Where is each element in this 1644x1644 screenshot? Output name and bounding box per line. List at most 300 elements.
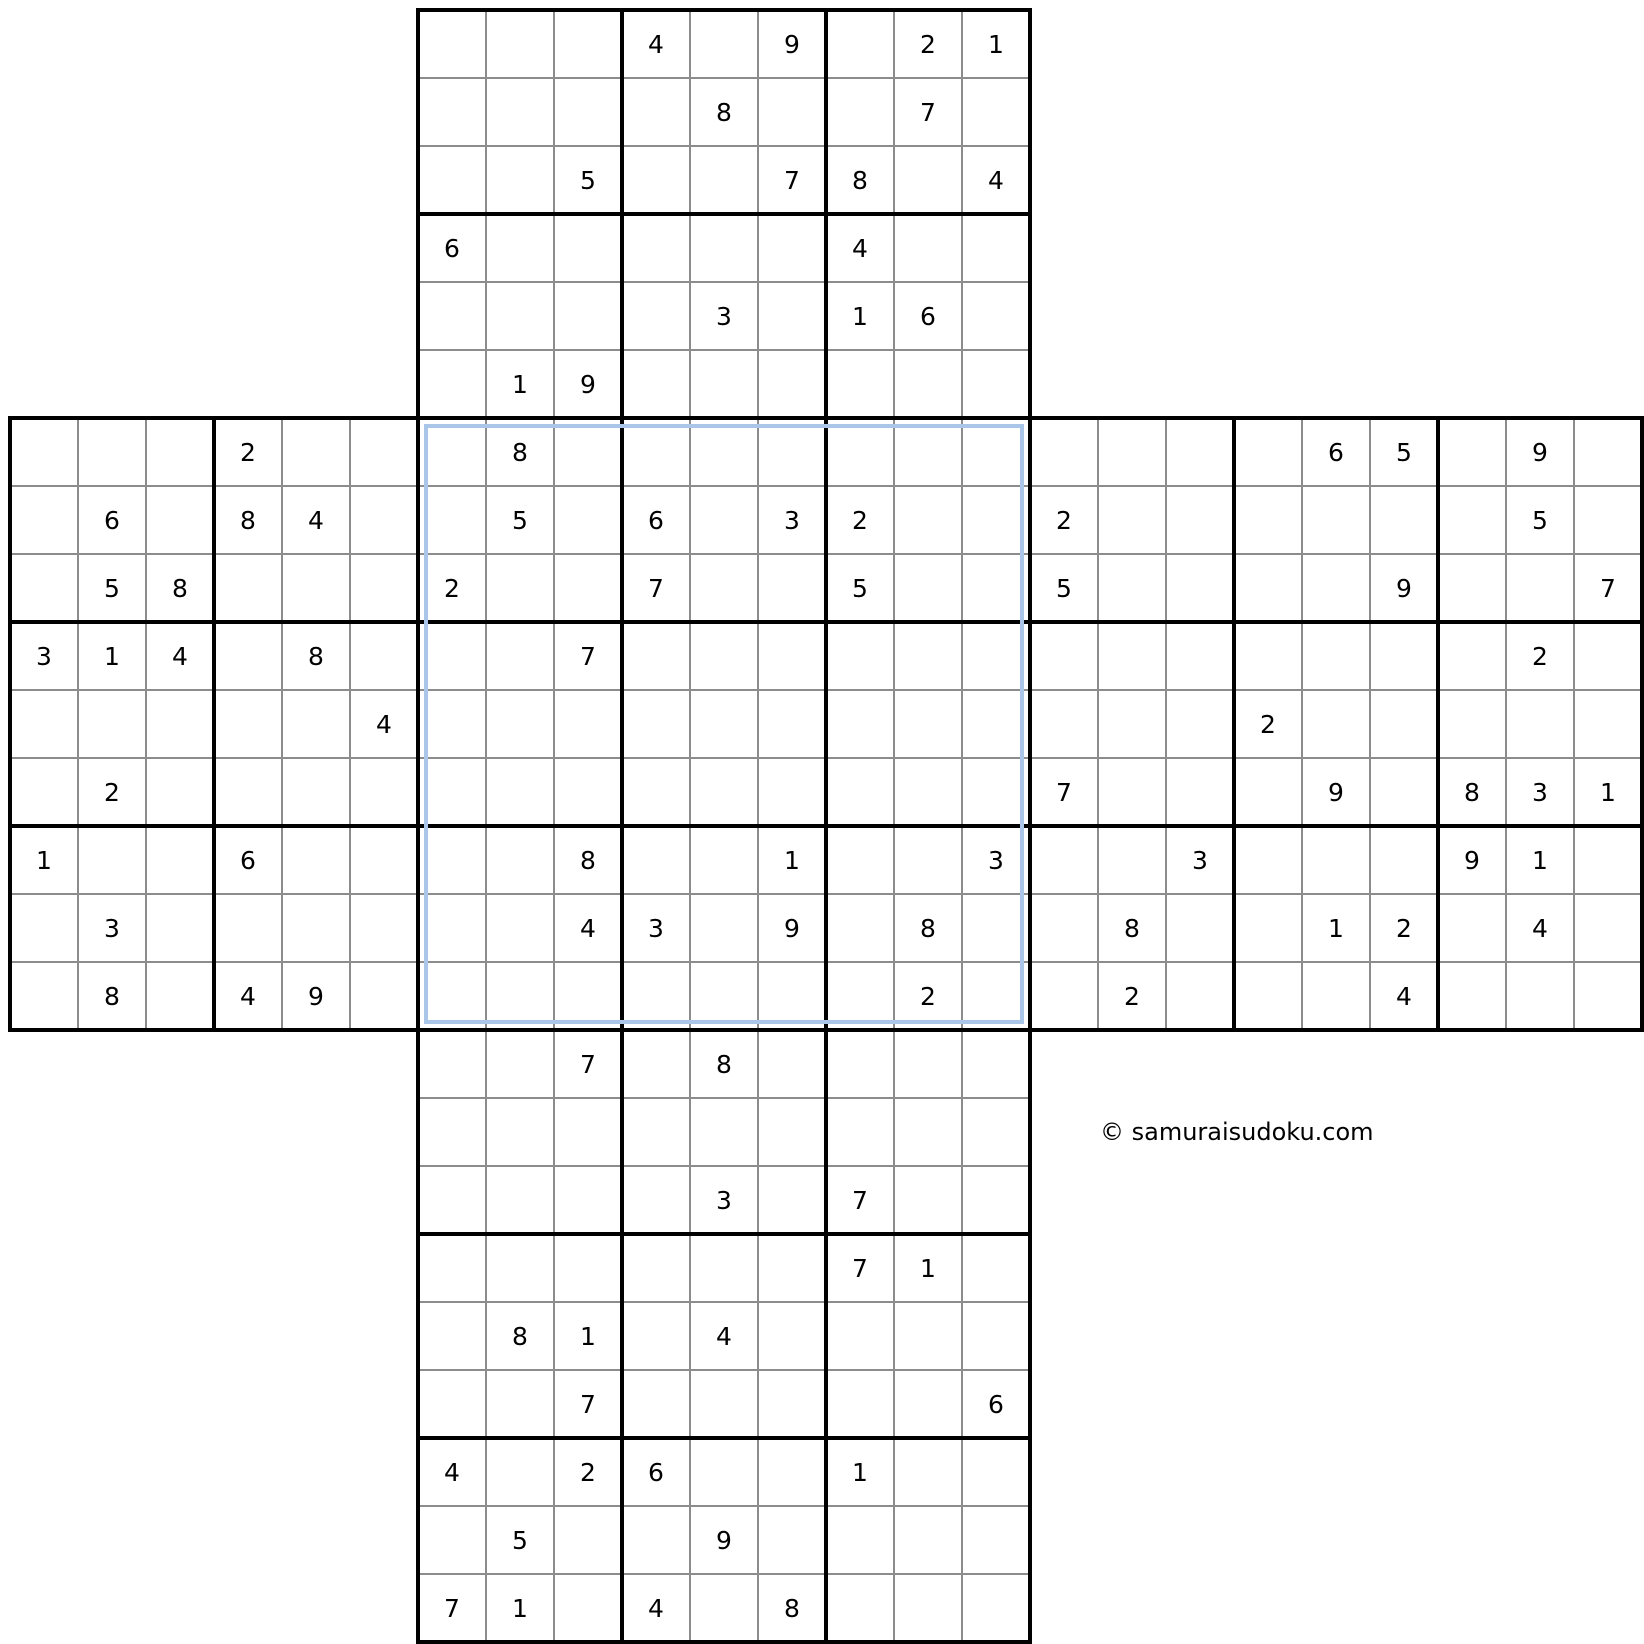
top-cell[interactable]: [622, 214, 690, 282]
bottom-cell[interactable]: [894, 1370, 962, 1438]
right-cell[interactable]: [1030, 690, 1098, 758]
right-cell[interactable]: 8: [1098, 894, 1166, 962]
right-cell[interactable]: [1302, 622, 1370, 690]
top-cell[interactable]: [962, 554, 1030, 622]
left-cell[interactable]: [350, 486, 418, 554]
right-cell[interactable]: 1: [1302, 894, 1370, 962]
top-cell[interactable]: [554, 10, 622, 78]
left-cell[interactable]: [146, 690, 214, 758]
bottom-cell[interactable]: 7: [554, 1030, 622, 1098]
left-cell[interactable]: [282, 418, 350, 486]
center-cell[interactable]: 9: [758, 894, 826, 962]
top-cell[interactable]: 9: [758, 10, 826, 78]
left-cell[interactable]: [146, 826, 214, 894]
right-cell[interactable]: [1098, 418, 1166, 486]
right-cell[interactable]: [1506, 690, 1574, 758]
left-cell[interactable]: [350, 418, 418, 486]
center-cell[interactable]: [622, 622, 690, 690]
bottom-cell[interactable]: [486, 1234, 554, 1302]
top-cell[interactable]: [622, 146, 690, 214]
right-cell[interactable]: [1166, 690, 1234, 758]
top-cell[interactable]: 7: [758, 146, 826, 214]
bottom-cell[interactable]: [962, 1438, 1030, 1506]
left-cell[interactable]: [554, 690, 622, 758]
bottom-cell[interactable]: [418, 1098, 486, 1166]
right-cell[interactable]: [1370, 758, 1438, 826]
bottom-cell[interactable]: 7: [418, 1574, 486, 1642]
bottom-cell[interactable]: 5: [486, 1506, 554, 1574]
left-cell[interactable]: 4: [282, 486, 350, 554]
bottom-cell[interactable]: [418, 1506, 486, 1574]
bottom-cell[interactable]: [486, 1166, 554, 1234]
left-cell[interactable]: 8: [214, 486, 282, 554]
bottom-cell[interactable]: [758, 1302, 826, 1370]
bottom-cell[interactable]: 8: [758, 1574, 826, 1642]
bottom-cell[interactable]: [690, 1574, 758, 1642]
right-cell[interactable]: [1574, 826, 1642, 894]
center-cell[interactable]: [962, 894, 1030, 962]
bottom-cell[interactable]: [622, 1302, 690, 1370]
left-cell[interactable]: [146, 418, 214, 486]
right-cell[interactable]: 2: [1030, 486, 1098, 554]
bottom-cell[interactable]: 6: [962, 1370, 1030, 1438]
right-cell[interactable]: 5: [1030, 554, 1098, 622]
left-cell[interactable]: [418, 962, 486, 1030]
bottom-cell[interactable]: [486, 1438, 554, 1506]
top-cell[interactable]: [894, 486, 962, 554]
top-cell[interactable]: [894, 146, 962, 214]
left-cell[interactable]: 6: [214, 826, 282, 894]
center-cell[interactable]: [758, 758, 826, 826]
bottom-cell[interactable]: [554, 1506, 622, 1574]
top-cell[interactable]: 2: [418, 554, 486, 622]
bottom-cell[interactable]: [758, 1370, 826, 1438]
left-cell[interactable]: [486, 690, 554, 758]
right-cell[interactable]: [1302, 962, 1370, 1030]
left-cell[interactable]: [78, 690, 146, 758]
right-cell[interactable]: [1234, 826, 1302, 894]
right-cell[interactable]: [1098, 826, 1166, 894]
right-cell[interactable]: [1370, 622, 1438, 690]
top-cell[interactable]: [894, 350, 962, 418]
right-cell[interactable]: 8: [1438, 758, 1506, 826]
top-cell[interactable]: [418, 350, 486, 418]
top-cell[interactable]: [962, 282, 1030, 350]
bottom-cell[interactable]: 3: [690, 1166, 758, 1234]
top-cell[interactable]: [486, 146, 554, 214]
left-cell[interactable]: [418, 826, 486, 894]
center-cell[interactable]: [622, 758, 690, 826]
top-cell[interactable]: [690, 486, 758, 554]
top-cell[interactable]: 2: [894, 10, 962, 78]
bottom-cell[interactable]: 1: [486, 1574, 554, 1642]
right-cell[interactable]: 4: [1370, 962, 1438, 1030]
top-cell[interactable]: [554, 486, 622, 554]
top-cell[interactable]: [486, 214, 554, 282]
left-cell[interactable]: 3: [10, 622, 78, 690]
top-cell[interactable]: [622, 78, 690, 146]
top-cell[interactable]: 8: [826, 146, 894, 214]
left-cell[interactable]: [282, 554, 350, 622]
left-cell[interactable]: 4: [214, 962, 282, 1030]
bottom-cell[interactable]: [622, 1506, 690, 1574]
bottom-cell[interactable]: [826, 1302, 894, 1370]
center-cell[interactable]: [690, 690, 758, 758]
center-cell[interactable]: 2: [894, 962, 962, 1030]
right-cell[interactable]: 4: [1506, 894, 1574, 962]
right-cell[interactable]: [1438, 894, 1506, 962]
top-cell[interactable]: 2: [826, 486, 894, 554]
left-cell[interactable]: [10, 554, 78, 622]
right-cell[interactable]: [1234, 622, 1302, 690]
bottom-cell[interactable]: [418, 1030, 486, 1098]
left-cell[interactable]: 2: [78, 758, 146, 826]
bottom-cell[interactable]: [826, 1574, 894, 1642]
right-cell[interactable]: [1574, 622, 1642, 690]
bottom-cell[interactable]: [418, 1234, 486, 1302]
top-cell[interactable]: 3: [690, 282, 758, 350]
bottom-cell[interactable]: [894, 1438, 962, 1506]
top-cell[interactable]: [418, 486, 486, 554]
right-cell[interactable]: 9: [1438, 826, 1506, 894]
right-cell[interactable]: [1438, 622, 1506, 690]
left-cell[interactable]: 8: [554, 826, 622, 894]
center-cell[interactable]: 1: [758, 826, 826, 894]
center-cell[interactable]: [622, 826, 690, 894]
right-cell[interactable]: 9: [1370, 554, 1438, 622]
right-cell[interactable]: [1234, 554, 1302, 622]
left-cell[interactable]: [10, 894, 78, 962]
bottom-cell[interactable]: [894, 1574, 962, 1642]
left-cell[interactable]: [146, 894, 214, 962]
left-cell[interactable]: [418, 894, 486, 962]
top-cell[interactable]: 5: [486, 486, 554, 554]
top-cell[interactable]: [758, 554, 826, 622]
center-cell[interactable]: [758, 622, 826, 690]
top-cell[interactable]: [622, 282, 690, 350]
top-cell[interactable]: [486, 78, 554, 146]
top-cell[interactable]: [554, 418, 622, 486]
right-cell[interactable]: [1574, 418, 1642, 486]
right-cell[interactable]: [1302, 486, 1370, 554]
right-cell[interactable]: [1166, 622, 1234, 690]
top-cell[interactable]: [690, 146, 758, 214]
bottom-cell[interactable]: 6: [622, 1438, 690, 1506]
bottom-cell[interactable]: 7: [826, 1234, 894, 1302]
bottom-cell[interactable]: [486, 1370, 554, 1438]
left-cell[interactable]: [214, 894, 282, 962]
left-cell[interactable]: [146, 486, 214, 554]
bottom-cell[interactable]: [826, 1098, 894, 1166]
center-cell[interactable]: [826, 826, 894, 894]
top-cell[interactable]: [418, 282, 486, 350]
left-cell[interactable]: [10, 690, 78, 758]
right-cell[interactable]: [1166, 894, 1234, 962]
right-cell[interactable]: [1030, 962, 1098, 1030]
right-cell[interactable]: 5: [1506, 486, 1574, 554]
left-cell[interactable]: [146, 962, 214, 1030]
bottom-cell[interactable]: [554, 1574, 622, 1642]
left-cell[interactable]: [78, 826, 146, 894]
center-cell[interactable]: [622, 690, 690, 758]
left-cell[interactable]: [486, 962, 554, 1030]
top-cell[interactable]: [758, 418, 826, 486]
bottom-cell[interactable]: [418, 1302, 486, 1370]
left-cell[interactable]: [214, 690, 282, 758]
bottom-cell[interactable]: 7: [554, 1370, 622, 1438]
left-cell[interactable]: 8: [282, 622, 350, 690]
top-cell[interactable]: [622, 350, 690, 418]
top-cell[interactable]: [826, 418, 894, 486]
top-cell[interactable]: [554, 214, 622, 282]
left-cell[interactable]: 4: [350, 690, 418, 758]
bottom-cell[interactable]: [962, 1506, 1030, 1574]
bottom-cell[interactable]: 8: [690, 1030, 758, 1098]
center-cell[interactable]: [690, 758, 758, 826]
bottom-cell[interactable]: 1: [894, 1234, 962, 1302]
left-cell[interactable]: 8: [78, 962, 146, 1030]
bottom-cell[interactable]: 1: [826, 1438, 894, 1506]
top-cell[interactable]: [418, 418, 486, 486]
left-cell[interactable]: [214, 554, 282, 622]
top-cell[interactable]: 5: [554, 146, 622, 214]
bottom-cell[interactable]: [894, 1166, 962, 1234]
right-cell[interactable]: 9: [1302, 758, 1370, 826]
bottom-cell[interactable]: [690, 1234, 758, 1302]
bottom-cell[interactable]: [758, 1506, 826, 1574]
center-cell[interactable]: [826, 962, 894, 1030]
center-cell[interactable]: [894, 826, 962, 894]
left-cell[interactable]: [350, 894, 418, 962]
left-cell[interactable]: 1: [10, 826, 78, 894]
top-cell[interactable]: 6: [418, 214, 486, 282]
right-cell[interactable]: [1234, 418, 1302, 486]
bottom-cell[interactable]: [622, 1234, 690, 1302]
left-cell[interactable]: [418, 758, 486, 826]
right-cell[interactable]: [1030, 894, 1098, 962]
top-cell[interactable]: [486, 554, 554, 622]
top-cell[interactable]: [690, 214, 758, 282]
center-cell[interactable]: [826, 622, 894, 690]
top-cell[interactable]: [962, 214, 1030, 282]
bottom-cell[interactable]: 1: [554, 1302, 622, 1370]
right-cell[interactable]: [1370, 826, 1438, 894]
top-cell[interactable]: 1: [962, 10, 1030, 78]
left-cell[interactable]: [10, 962, 78, 1030]
center-cell[interactable]: 3: [622, 894, 690, 962]
bottom-cell[interactable]: [962, 1166, 1030, 1234]
top-cell[interactable]: [826, 78, 894, 146]
right-cell[interactable]: 6: [1302, 418, 1370, 486]
left-cell[interactable]: [350, 826, 418, 894]
top-cell[interactable]: 4: [622, 10, 690, 78]
right-cell[interactable]: [1302, 690, 1370, 758]
top-cell[interactable]: 4: [826, 214, 894, 282]
top-cell[interactable]: 7: [894, 78, 962, 146]
center-cell[interactable]: 8: [894, 894, 962, 962]
bottom-cell[interactable]: 8: [486, 1302, 554, 1370]
left-cell[interactable]: [486, 622, 554, 690]
top-cell[interactable]: [690, 554, 758, 622]
right-cell[interactable]: [1506, 554, 1574, 622]
bottom-cell[interactable]: [622, 1030, 690, 1098]
top-cell[interactable]: [690, 350, 758, 418]
bottom-cell[interactable]: [690, 1098, 758, 1166]
left-cell[interactable]: [146, 758, 214, 826]
right-cell[interactable]: [1166, 486, 1234, 554]
right-cell[interactable]: [1302, 826, 1370, 894]
center-cell[interactable]: [690, 622, 758, 690]
left-cell[interactable]: [486, 826, 554, 894]
bottom-cell[interactable]: 4: [418, 1438, 486, 1506]
left-cell[interactable]: 9: [282, 962, 350, 1030]
center-cell[interactable]: [758, 690, 826, 758]
right-cell[interactable]: [1574, 486, 1642, 554]
right-cell[interactable]: 5: [1370, 418, 1438, 486]
right-cell[interactable]: [1506, 962, 1574, 1030]
right-cell[interactable]: [1098, 758, 1166, 826]
bottom-cell[interactable]: [690, 1370, 758, 1438]
bottom-cell[interactable]: [622, 1098, 690, 1166]
top-cell[interactable]: 5: [826, 554, 894, 622]
right-cell[interactable]: 7: [1030, 758, 1098, 826]
left-cell[interactable]: 7: [554, 622, 622, 690]
bottom-cell[interactable]: [758, 1098, 826, 1166]
center-cell[interactable]: [826, 758, 894, 826]
right-cell[interactable]: 2: [1370, 894, 1438, 962]
left-cell[interactable]: [282, 894, 350, 962]
left-cell[interactable]: [418, 622, 486, 690]
right-cell[interactable]: [1030, 826, 1098, 894]
top-cell[interactable]: [962, 418, 1030, 486]
right-cell[interactable]: [1234, 486, 1302, 554]
right-cell[interactable]: [1438, 690, 1506, 758]
bottom-cell[interactable]: [758, 1438, 826, 1506]
left-cell[interactable]: 2: [214, 418, 282, 486]
right-cell[interactable]: 3: [1506, 758, 1574, 826]
bottom-cell[interactable]: [962, 1098, 1030, 1166]
top-cell[interactable]: [554, 78, 622, 146]
bottom-cell[interactable]: [690, 1438, 758, 1506]
right-cell[interactable]: [1234, 962, 1302, 1030]
left-cell[interactable]: [214, 622, 282, 690]
center-cell[interactable]: [690, 826, 758, 894]
center-cell[interactable]: [894, 758, 962, 826]
bottom-cell[interactable]: [962, 1234, 1030, 1302]
bottom-cell[interactable]: [894, 1506, 962, 1574]
top-cell[interactable]: 7: [622, 554, 690, 622]
right-cell[interactable]: [1098, 554, 1166, 622]
left-cell[interactable]: [418, 690, 486, 758]
top-cell[interactable]: [486, 282, 554, 350]
center-cell[interactable]: [962, 758, 1030, 826]
right-cell[interactable]: 1: [1574, 758, 1642, 826]
top-cell[interactable]: [894, 418, 962, 486]
bottom-cell[interactable]: [486, 1098, 554, 1166]
right-cell[interactable]: [1098, 486, 1166, 554]
top-cell[interactable]: [690, 10, 758, 78]
right-cell[interactable]: [1030, 418, 1098, 486]
top-cell[interactable]: 9: [554, 350, 622, 418]
left-cell[interactable]: [282, 690, 350, 758]
top-cell[interactable]: 1: [486, 350, 554, 418]
right-cell[interactable]: [1166, 758, 1234, 826]
right-cell[interactable]: 7: [1574, 554, 1642, 622]
top-cell[interactable]: 8: [486, 418, 554, 486]
right-cell[interactable]: [1574, 894, 1642, 962]
right-cell[interactable]: [1166, 554, 1234, 622]
top-cell[interactable]: [418, 10, 486, 78]
left-cell[interactable]: [10, 486, 78, 554]
left-cell[interactable]: 3: [78, 894, 146, 962]
top-cell[interactable]: [418, 78, 486, 146]
bottom-cell[interactable]: [826, 1370, 894, 1438]
center-cell[interactable]: [894, 690, 962, 758]
right-cell[interactable]: [1166, 418, 1234, 486]
center-cell[interactable]: [962, 962, 1030, 1030]
right-cell[interactable]: [1574, 690, 1642, 758]
left-cell[interactable]: [486, 758, 554, 826]
right-cell[interactable]: [1234, 894, 1302, 962]
bottom-cell[interactable]: [894, 1098, 962, 1166]
right-cell[interactable]: [1438, 962, 1506, 1030]
right-cell[interactable]: 2: [1098, 962, 1166, 1030]
right-cell[interactable]: [1030, 622, 1098, 690]
bottom-cell[interactable]: [826, 1506, 894, 1574]
left-cell[interactable]: [486, 894, 554, 962]
bottom-cell[interactable]: [418, 1166, 486, 1234]
top-cell[interactable]: [554, 554, 622, 622]
center-cell[interactable]: [758, 962, 826, 1030]
top-cell[interactable]: [554, 282, 622, 350]
right-cell[interactable]: 2: [1506, 622, 1574, 690]
left-cell[interactable]: [282, 826, 350, 894]
top-cell[interactable]: [758, 282, 826, 350]
bottom-cell[interactable]: [418, 1370, 486, 1438]
top-cell[interactable]: 4: [962, 146, 1030, 214]
bottom-cell[interactable]: [758, 1234, 826, 1302]
bottom-cell[interactable]: [962, 1302, 1030, 1370]
center-cell[interactable]: [826, 894, 894, 962]
top-cell[interactable]: [962, 486, 1030, 554]
bottom-cell[interactable]: [894, 1302, 962, 1370]
left-cell[interactable]: [554, 758, 622, 826]
bottom-cell[interactable]: 9: [690, 1506, 758, 1574]
right-cell[interactable]: [1438, 486, 1506, 554]
left-cell[interactable]: 4: [146, 622, 214, 690]
bottom-cell[interactable]: [554, 1098, 622, 1166]
bottom-cell[interactable]: [554, 1234, 622, 1302]
left-cell[interactable]: [10, 758, 78, 826]
top-cell[interactable]: 1: [826, 282, 894, 350]
left-cell[interactable]: [554, 962, 622, 1030]
center-cell[interactable]: [826, 690, 894, 758]
bottom-cell[interactable]: [894, 1030, 962, 1098]
right-cell[interactable]: [1302, 554, 1370, 622]
top-cell[interactable]: [894, 214, 962, 282]
top-cell[interactable]: [826, 350, 894, 418]
bottom-cell[interactable]: [962, 1574, 1030, 1642]
right-cell[interactable]: [1438, 418, 1506, 486]
left-cell[interactable]: [350, 622, 418, 690]
left-cell[interactable]: [350, 554, 418, 622]
center-cell[interactable]: [690, 894, 758, 962]
right-cell[interactable]: [1234, 758, 1302, 826]
right-cell[interactable]: [1098, 622, 1166, 690]
left-cell[interactable]: [78, 418, 146, 486]
right-cell[interactable]: [1098, 690, 1166, 758]
bottom-cell[interactable]: [622, 1166, 690, 1234]
